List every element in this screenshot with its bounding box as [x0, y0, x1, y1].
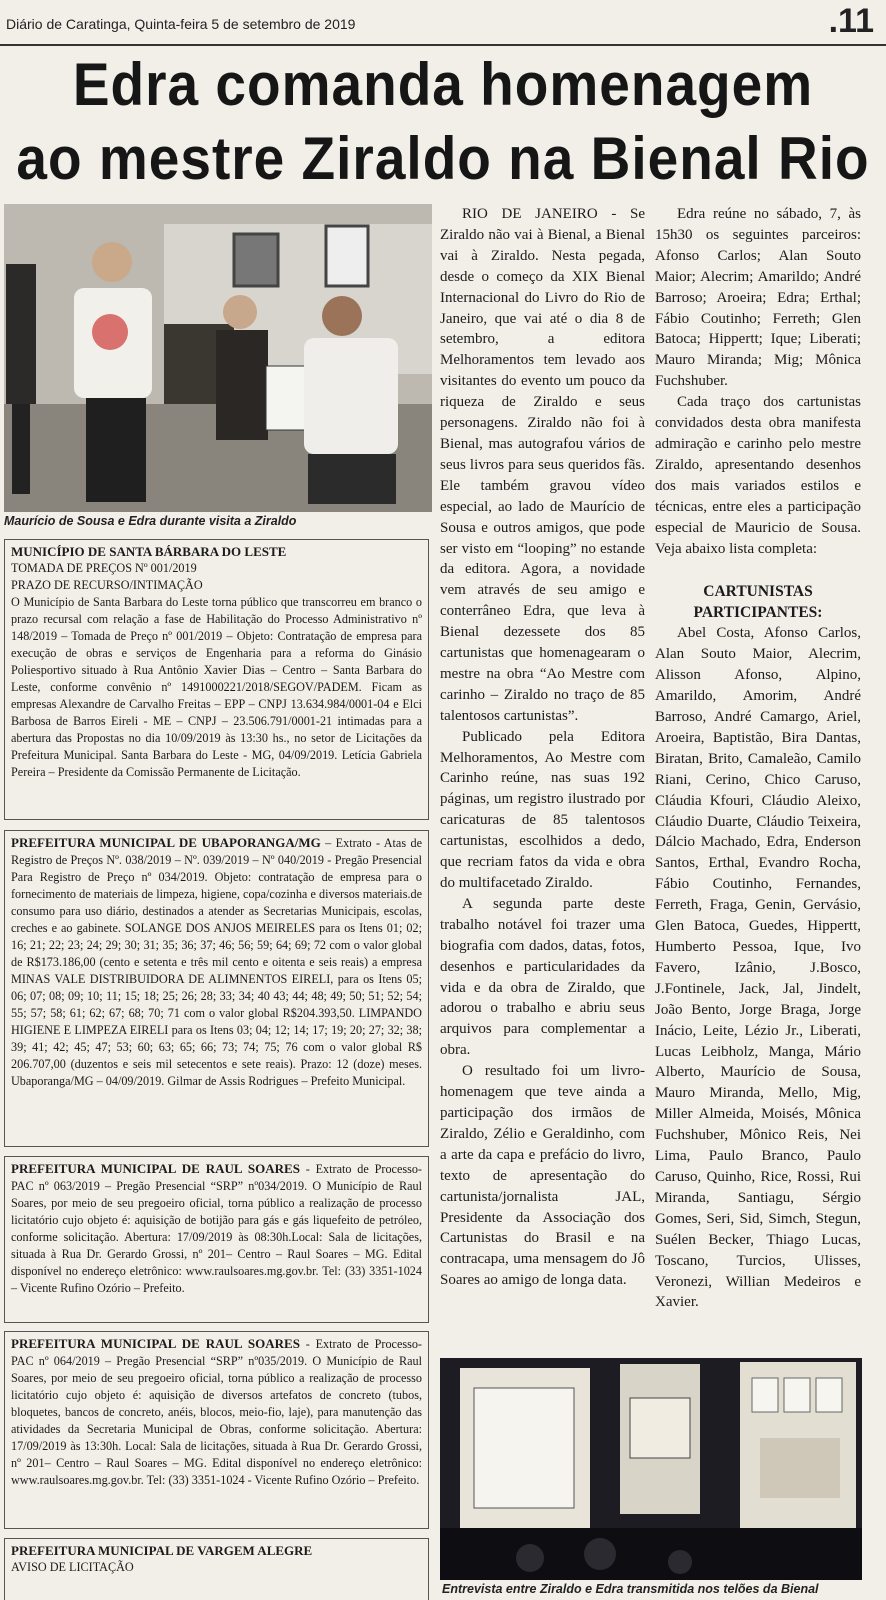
notice-vargem-alegre: [4, 1538, 429, 1600]
notice-body: - Extrato de Processo-PAC nº 063/2019 – Pregão Presencial “SRP” nº034/2019. O Município de Raul Soares, por meio de seu pregoeiro oficial, torna público a realização de processo licitatório cujo objeto é: aquisição de botijão para gás e gás liquefeito de petróleo, conforme solicitação. Abertura: 17/09/2019 às 08:30h.Local: Sala de licitações, situada à Rua Dr. Gerardo Grossi, nº 201– Centro – Raul Soares – MG. Edital disponível no endereço eletrônico: www.raulsoares.mg.gov.br. Tel: (33) 3351-1024 – Vicente Rufino Ozório – Prefeito.: [11, 1162, 422, 1295]
article-paragraph: Publicado pela Editora Melhoramentos, Ao Mestre com Carinho reúne, nas suas 192 páginas, um registro ilustrado por caricaturas de 85 talentosos cartunistas, escolhidos a dedo, que recriam fatos da vida e obra do multifacetado Ziraldo.: [440, 728, 645, 891]
notice-ubaporanga: [4, 830, 429, 1147]
photo-visit-illustration: [4, 204, 432, 512]
page-number: .11: [828, 2, 874, 40]
headline-line-1: Edra comanda homenagem: [72, 49, 814, 119]
notice-title: PREFEITURA MUNICIPAL DE VARGEM ALEGRE: [11, 1543, 313, 1558]
article-paragraph: Edra reúne no sábado, 7, às 15h30 os seguintes parceiros: Afonso Carlos; Alan Souto Maior; Alecrim; Amarildo; André Barroso; Aroeira; Edra; Erthal; Fábio Coutinho; Ferreth; Glen Batoca; Hippertt; Ique; Liberati; Mauro Miranda; Mig; Mônica Fuchshuber.: [655, 206, 861, 390]
photo-bienal-stand: [440, 1358, 862, 1580]
notice-raul-soares-064: [4, 1331, 429, 1529]
participants-list: Abel Costa, Afonso Carlos, Alan Souto Maior, Alecrim, Alisson Afonso, Alpino, Amarildo, Amorim, André Barroso, André Camargo, Ariel, Aroeira, Baptistão, Bira Dantas, Biratan, Brito, Camaleão, Camilo Riani, Cerino, Chico Caruso, Cláudia Kfouri, Cláudio Aleixo, Cláudio Duarte, Cláudio Teixeira, Dálcio Machado, Edra, Enderson Santos, Erthal, Evandro Rocha, Fábio Coutinho, Fernandes, Ferreth, Fraga, Genin, Gervásio, Glen Batoca, Guedes, Hippertt, Humberto Pessoa, Ique, Ivo Favero, Izânio, J.Bosco, J.Fontinele, Jack, Jal, Jindelt, João Bento, Jorge Braga, Jorge Inácio, Leite, Lézio Jr., Liberati, Lucas Leibholz, Manga, Mário Alberto, Maurício de Sousa, Mauro Miranda, Mello, Mig, Miller Almeida, Moisés, Mônica Fuchshuber, Mônico Reis, Nei Lima, Paulo Branco, Paulo Caruso, Quinho, Rice, Rossi, Rui Miranda, Santiagu, Sérgio Gomes, Seri, Sid, Simch, Stegun, Suélen Becker, Thiago Lucas, Toscano, Turcios, Ulisses, Veronezi, Willian Medeiros e Xavier.: [655, 625, 861, 1311]
notice-raul-soares-063: [4, 1156, 429, 1323]
notice-subtitle: TOMADA DE PREÇOS Nº 001/2019: [11, 561, 197, 575]
notice-body: O Município de Santa Barbara do Leste torna público que transcorreu em branco o prazo recursal com relação a fase de Habilitação do Processo Administrativo nº 148/2019 – Tomada de Preço nº 001/2019 – Objeto: Contratação de empresa para execução de obras e serviços de Engenharia para a reforma do Ginásio Poliesportivo situado à Rua Antônio Xavier Dias – Centro – Santa Barbara do Leste, conforme convênio nº 1491000221/2018/SEGOV/PADEM. Ficam as empresas Alexandre de Carvalho Freitas – EPP – CNPJ 13.634.984/0001-04 e Elci Barbosa de Barros Eireli - ME – CNPJ – 23.506.791/0001-21 intimadas para a abertura das Propostas no dia 10/09/2019 às 13:30 hs., no setor de Licitações da Prefeitura Municipal. Santa Barbara do Leste - MG, 04/09/2019. Letícia Gabriela Pereira – Presidente da Comissão Permanente de Licitação.: [11, 595, 422, 779]
headline-line-2: ao mestre Ziraldo na Bienal Rio: [16, 123, 870, 193]
notice-subtitle: PRAZO DE RECURSO/INTIMAÇÃO: [11, 578, 203, 592]
notice-body: – Extrato - Atas de Registro de Preços Nº. 038/2019 – Nº. 039/2019 – Nº 040/2019 - Pregão Presencial Para Registro de Preço nº 034/2019. Objeto: contratação de empresa para o fornecimento de materiais de limpeza, higiene, copa/cozinha e diversos materiais.de consumo para uso diário, destinados a atender as Secretarias Municipais, escolas, creches e ao gabinete. SOLANGE DOS ANJOS MEIRELES para os Itens 01; 02; 16; 21; 22; 23; 24; 29; 30; 31; 35; 36; 37; 46; 56; 59; 64; 69; 72 com o valor global de R$173.186,00 (cento e setenta e três mil cento e oitenta e seis reais) a empresa MINAS VALE DISTRIBUIDORA DE ALIMNENTOS EIRELI, para os Itens 05; 06; 07; 08; 09; 10; 11; 15; 18; 25; 26; 28; 33; 34; 40 43; 44; 48; 49; 50; 51; 52; 54; 55; 57; 58; 61; 62; 67; 68; 70; 71 com o valor global R$204.393,50. LIMPANDO HIGIENE E LIMPEZA EIRELI para os Itens 03; 04; 12; 14; 17; 19; 20; 27; 32; 38; 39; 41; 42; 45; 47; 53; 60; 63; 65; 66; 73; 74; 75; 76 com o valor global R$ 206.707,00 (duzentos e seis mil setecentos e sete reais). Prazo: 12 (doze) meses. Ubaporanga/MG – 04/09/2019. Gilmar de Assis Rodrigues – Prefeito Municipal.: [11, 836, 422, 1088]
notice-title: PREFEITURA MUNICIPAL DE RAUL SOARES: [11, 1161, 300, 1176]
photo-stand-illustration: [440, 1358, 862, 1580]
notice-title: PREFEITURA MUNICIPAL DE RAUL SOARES: [11, 1336, 300, 1351]
notice-body: - Extrato de Processo-PAC nº 064/2019 – Pregão Presencial “SRP” nº035/2019. O Município de Raul Soares, por meio de seu pregoeiro oficial, torna público a realização de processo licitatório cujo objeto é: aquisição de diversos artefatos de concreto (tubos, bloquetes, bancos de concreto, anéis, blocos, meio-fio, laje), para manutenção das atividades da Secretaria Municipal de Obras, conforme solicitação. Abertura: 17/09/2019 às 13:30h. Local: Sala de licitações, situada à Rua Dr. Gerardo Grossi, nº 201– Centro – Raul Soares – MG. Edital disponível no endereço eletrônico: www.raulsoares.mg.gov.br. Tel: (33) 3351-1024 - Vicente Rufino Ozório – Prefeito.: [11, 1337, 422, 1487]
article-subhead: CARTUNISTAS PARTICIPANTES:: [693, 583, 823, 622]
article-paragraph: O resultado foi um livro-homenagem que teve ainda a participação dos irmãos de Ziraldo, Zélio e Geraldinho, com a arte da capa e prefácio do livro, texto de apresentação do cartunista/jornalista JAL, Presidente da Associação dos Cartunistas do Brasil e na contracapa, uma mensagem do Jô Soares ao amigo de longa data.: [440, 1063, 645, 1289]
notice-title: PREFEITURA MUNICIPAL DE UBAPORANGA/MG: [11, 835, 321, 850]
photo-caption-visit: Maurício de Sousa e Edra durante visita a Ziraldo: [4, 514, 297, 528]
article-paragraph: Cada traço dos cartunistas convidados desta obra manifesta admiração e carinho pelo mestre Ziraldo, apresentando desenhos dos mais variados estilos e técnicas, entre eles a participação especial de Mauricio de Sousa. Veja abaixo lista completa:: [655, 394, 861, 557]
masthead: [0, 0, 886, 46]
notice-title: MUNICÍPIO DE SANTA BÁRBARA DO LESTE: [11, 544, 287, 559]
photo-caption-bienal: Entrevista entre Ziraldo e Edra transmitida nos telões da Bienal: [442, 1582, 819, 1596]
article-paragraph: A segunda parte deste trabalho notável foi trazer uma biografia com dados, datas, fotos, desenhos e particularidades da vida e da obra de Ziraldo, que adorou o trabalho e abriu seus arquivos para complementar a obra.: [440, 895, 645, 1059]
notice-subtitle: AVISO DE LICITAÇÃO: [11, 1560, 134, 1574]
article-column-2: [655, 204, 861, 1313]
notice-santa-barbara: [4, 539, 429, 820]
article-column-1: [440, 204, 645, 1291]
headline: [0, 44, 886, 194]
paper-date: Diário de Caratinga, Quinta-feira 5 de setembro de 2019: [6, 16, 356, 32]
article-paragraph: RIO DE JANEIRO - Se Ziraldo não vai à Bienal, a Bienal vai à Ziraldo. Nesta pegada, desde o começo da XIX Bienal Internacional do Livro do Rio de Janeiro, que vai até o dia 8 de setembro, a editora Melhoramentos tem levado aos visitantes do evento um pouco da riqueza de Ziraldo e seus personagens. Ziraldo não foi à Bienal, mas autografou vários de seus livros para seus queridos fãs. Ele também gravou vídeo especial, ao lado de Maurício de Sousa e outros amigos, que pode ser visto em “looping” no estande da editora. Agora, a novidade vem através de seu amigo e conterrâneo Edra, que leva à Bienal dezessete dos 85 cartunistas que homenagearam o mestre na obra “Ao Mestre com carinho – Ziraldo no traço de 85 talentosos cartunistas”.: [440, 206, 645, 724]
photo-visit-ziraldo: [4, 204, 432, 512]
